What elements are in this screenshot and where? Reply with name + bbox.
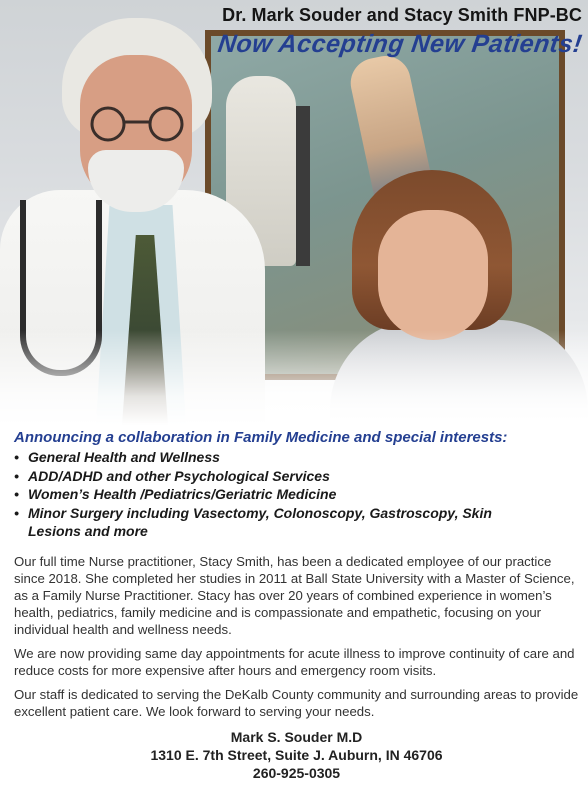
- list-item-text: Women’s Health /Pediatrics/Geriatric Medicine: [28, 486, 337, 502]
- list-item-text: General Health and Wellness: [28, 449, 220, 465]
- photo-fade: [0, 330, 588, 425]
- list-item: [14, 467, 579, 486]
- bullet-icon: •: [14, 467, 19, 484]
- paragraph-nurse-practitioner: Our full time Nurse practitioner, Stacy Smith, has been a dedicated employee of our practice since 2018. She completed her studies in 2011 at Ball State University with a Master of Science, as a Family Nurse Practitioner. Stacy has over 20 years of combined experience in women’s health, pediatrics, family medicine and is compassionate and empathetic, focusing on your individual health and wellness needs.: [14, 553, 575, 637]
- paragraph-same-day: We are now providing same day appointments for acute illness to improve continuity of care and reduce costs for more expensive after hours and emergency room visits.: [14, 645, 575, 678]
- interests-list: [14, 448, 579, 541]
- list-item: [14, 448, 579, 467]
- list-item-text: Minor Surgery including Vasectomy, Colonoscopy, Gastroscopy, Skin Lesions and more: [28, 504, 492, 539]
- ad-content: [14, 428, 579, 782]
- contact-name: Mark S. Souder M.D: [230, 728, 363, 745]
- announcement-heading: Announcing a collaboration in Family Medicine and special interests:: [14, 429, 508, 446]
- glasses-icon: [78, 105, 196, 143]
- bullet-icon: •: [14, 449, 19, 465]
- bullet-icon: •: [14, 486, 19, 502]
- header-tagline: Now Accepting New Patients!: [216, 30, 585, 58]
- contact-address: 1310 E. 7th Street, Suite J. Auburn, IN 46706: [150, 746, 443, 763]
- contact-block: [14, 728, 579, 782]
- header-names: Dr. Mark Souder and Stacy Smith FNP-BC: [222, 5, 582, 25]
- paragraph-staff: Our staff is dedicated to serving the DeKalb County community and surrounding areas to provide excellent patient care. We look forward to serving your needs.: [14, 686, 579, 719]
- painting-scale: [296, 106, 310, 266]
- list-item: [14, 504, 498, 541]
- bullet-icon: •: [14, 504, 19, 521]
- stacy-face: [378, 210, 488, 340]
- contact-phone: 260-925-0305: [252, 764, 341, 781]
- list-item-text: ADD/ADHD and other Psychological Services: [28, 467, 330, 484]
- list-item: [14, 485, 579, 504]
